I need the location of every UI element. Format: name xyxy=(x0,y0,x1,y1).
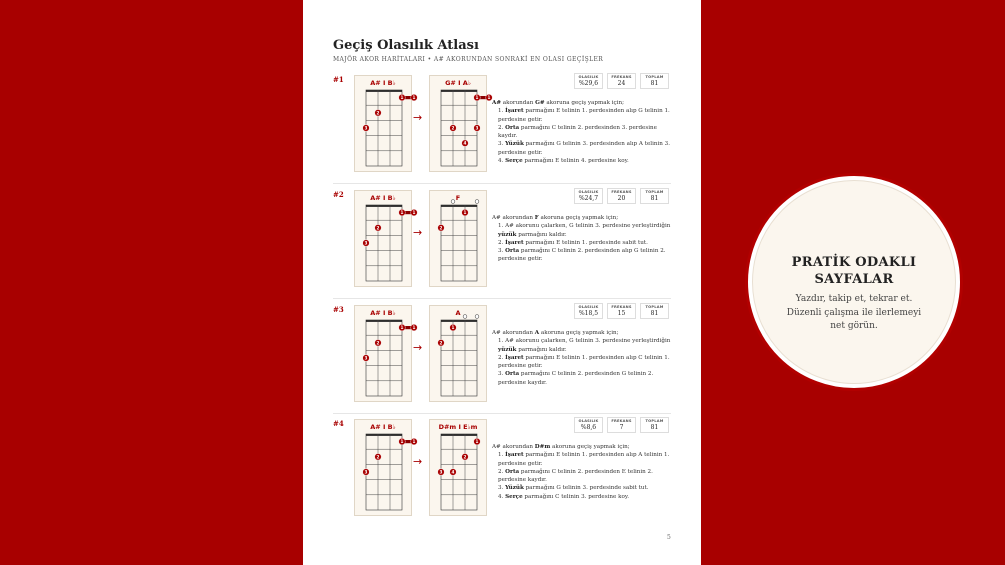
stat-probability xyxy=(574,303,603,319)
instruction-intro xyxy=(492,99,672,107)
text-run: akoruna geçiş yapmak için; xyxy=(539,330,619,336)
instructions xyxy=(492,99,672,165)
stat-value: 81 xyxy=(650,424,659,431)
from-chord-diagram xyxy=(364,88,416,172)
from-chord-card xyxy=(354,305,416,402)
stat-total xyxy=(640,73,669,89)
text-run: İşaret xyxy=(505,354,524,361)
text-run: A# akorundan xyxy=(492,215,535,221)
finger-number: 4 xyxy=(451,469,455,475)
finger-number: 3 xyxy=(439,469,443,475)
stat-label: OLASILIK xyxy=(578,75,599,79)
text-run: 1. A# akorunu çalarken, G telinin 3. perdesine yerleştirdiğin xyxy=(498,223,671,230)
stat-label: OLASILIK xyxy=(578,190,599,194)
arrow-right-icon: → xyxy=(413,226,423,239)
from-chord-diagram xyxy=(364,318,416,402)
text-run: Orta xyxy=(505,248,520,255)
text-run: parmağını E telinin 1. perdesinden alıp C telinin 1. perdesine getir. xyxy=(498,354,670,370)
text-run: A# akorundan xyxy=(492,330,535,336)
atlas-page xyxy=(303,0,701,565)
text-run: Orta xyxy=(505,371,520,378)
stats-row xyxy=(574,188,669,204)
stats-row xyxy=(574,417,669,433)
stat-label: OLASILIK xyxy=(578,305,599,309)
to-chord-card xyxy=(429,75,491,172)
finger-number: 1 xyxy=(400,439,404,445)
text-run: 2. xyxy=(498,124,506,131)
text-run: akoruna geçiş yapmak için; xyxy=(550,444,630,450)
finger-number: 1 xyxy=(400,325,404,331)
fretboard-outline xyxy=(441,90,477,166)
text-run: 4. xyxy=(498,493,506,500)
to-chord-card xyxy=(429,305,487,402)
to-chord-label: F xyxy=(455,194,461,202)
instruction-steps xyxy=(492,107,672,165)
section-divider xyxy=(333,183,671,184)
transition-section xyxy=(303,419,701,531)
text-run: parmağını E telinin 4. perdesine koy. xyxy=(522,158,629,165)
stat-value: 81 xyxy=(650,195,659,202)
text-run: akoruna geçiş yapmak için; xyxy=(544,100,624,106)
text-run: parmağını C telinin 2. perdesinden alıp G telinin 2. perdesine getir. xyxy=(498,248,666,263)
stat-value: %8,6 xyxy=(580,424,597,431)
stat-probability xyxy=(574,417,603,433)
fretboard-outline xyxy=(366,90,402,166)
open-string-marker xyxy=(463,315,467,319)
stat-value: %24,7 xyxy=(578,195,599,202)
finger-number: 2 xyxy=(439,225,443,231)
info-title-line-2: SAYFALAR xyxy=(814,272,894,287)
stats-row xyxy=(574,73,669,89)
text-run: parmağını G telinin 3. perdesinde sabit tut. xyxy=(523,485,649,492)
text-run: akorundan xyxy=(501,100,536,106)
text-run: 1. xyxy=(498,452,506,459)
to-chord-diagram xyxy=(439,318,479,402)
text-run: parmağını C telinin 2. perdesinden 3. perdesine kaydır. xyxy=(498,124,657,140)
finger-number: 2 xyxy=(439,340,443,346)
transition-section xyxy=(303,305,701,417)
info-circle xyxy=(745,173,963,391)
from-chord-card xyxy=(354,75,416,172)
to-chord-diagram xyxy=(439,432,479,516)
open-string-marker xyxy=(451,200,455,204)
arrow-right-icon: → xyxy=(413,111,423,124)
text-run: 1. A# akorunu çalarken, G telinin 3. perdesine yerleştirdiğin xyxy=(498,338,671,345)
text-run: parmağını E telinin 1. perdesinden alıp G telinin 1. perdesine getir. xyxy=(498,108,670,123)
finger-number: 4 xyxy=(463,140,467,146)
text-run: yüzük xyxy=(498,346,517,353)
stat-value: 81 xyxy=(650,310,659,317)
text-run: Yüzük xyxy=(505,141,524,148)
text-run: A# akorundan xyxy=(492,444,535,450)
from-chord-diagram xyxy=(364,203,416,287)
text-run: G# xyxy=(535,100,545,106)
transition-section xyxy=(303,75,701,187)
stat-value: 24 xyxy=(617,80,626,87)
from-chord-diagram xyxy=(364,432,416,516)
instruction-step xyxy=(498,157,672,165)
instructions xyxy=(492,329,672,387)
finger-number: 2 xyxy=(376,110,380,116)
stat-value: %18,5 xyxy=(578,310,599,317)
instruction-step xyxy=(498,484,672,492)
text-run: parmağını C telinin 2. perdesinden G telinin 2. perdesine kaydır. xyxy=(498,371,654,386)
stat-label: FREKANS xyxy=(611,419,632,423)
finger-number: 2 xyxy=(376,454,380,460)
text-run: parmağını G telinin 3. perdesinden alıp A telinin 3. perdesine getir. xyxy=(498,141,670,156)
stat-label: TOPLAM xyxy=(645,75,664,79)
finger-number: 1 xyxy=(412,95,416,101)
fretboard-outline xyxy=(441,434,477,510)
instruction-step xyxy=(498,468,672,485)
text-run: İşaret xyxy=(505,239,524,246)
to-chord-label: A xyxy=(455,309,461,317)
stat-total xyxy=(640,417,669,433)
finger-number: 3 xyxy=(364,469,368,475)
stat-frequency xyxy=(607,303,636,319)
text-run: akoruna geçiş yapmak için; xyxy=(538,215,619,221)
instructions xyxy=(492,443,672,501)
fretboard-outline xyxy=(366,205,402,281)
finger-number: 1 xyxy=(487,95,491,101)
text-run: A xyxy=(534,330,540,336)
stat-label: TOPLAM xyxy=(645,305,664,309)
section-divider xyxy=(333,413,671,414)
finger-number: 2 xyxy=(451,125,455,131)
text-run: parmağını kaldır. xyxy=(516,346,567,353)
transition-number: #1 xyxy=(333,75,344,84)
text-run: parmağını E telinin 1. perdesinden alıp A telinin 1. perdesine getir. xyxy=(498,452,670,467)
instruction-steps xyxy=(492,222,672,263)
finger-number: 3 xyxy=(364,240,368,246)
fretboard-outline xyxy=(441,320,477,396)
text-run: parmağını C telinin 3. perdesine koy. xyxy=(522,493,630,500)
text-run: İşaret xyxy=(505,452,524,459)
text-run: 3. xyxy=(498,141,506,148)
text-run: 4. xyxy=(498,158,506,165)
finger-number: 2 xyxy=(376,225,380,231)
text-run: parmağını E telinin 1. perdesinde sabit tut. xyxy=(523,239,648,246)
info-circle-inner xyxy=(752,180,956,384)
text-run: A# xyxy=(492,100,502,106)
stat-label: FREKANS xyxy=(611,75,632,79)
to-chord-label: G# I A♭ xyxy=(445,79,471,87)
page-subtitle: MAJÖR AKOR HARİTALARI • A# AKORUNDAN SONRAKİ EN OLASI GEÇİŞLER xyxy=(333,56,604,63)
info-body: Yazdır, takip et, tekrar et. Düzenli çalışma ile ilerlemeyi net görün. xyxy=(786,294,922,331)
arrow-right-icon: → xyxy=(413,341,423,354)
transition-number: #3 xyxy=(333,305,344,314)
to-chord-diagram xyxy=(439,88,491,172)
stat-frequency xyxy=(607,73,636,89)
finger-number: 1 xyxy=(475,95,479,101)
info-title xyxy=(753,254,955,288)
finger-number: 3 xyxy=(364,125,368,131)
stat-value: 7 xyxy=(619,424,624,431)
instruction-step xyxy=(498,222,672,239)
text-run: Serçe xyxy=(505,158,523,165)
text-run: parmağını kaldır. xyxy=(516,231,567,238)
text-run: 1. xyxy=(498,108,506,115)
instruction-step xyxy=(498,140,672,157)
arrow-right-icon: → xyxy=(413,455,423,468)
instruction-step xyxy=(498,124,672,141)
stat-label: TOPLAM xyxy=(645,419,664,423)
stat-label: FREKANS xyxy=(611,305,632,309)
text-run: 3. xyxy=(498,248,506,255)
stat-label: OLASILIK xyxy=(578,419,599,423)
text-run: 2. xyxy=(498,239,506,246)
instruction-step xyxy=(498,247,672,264)
finger-number: 2 xyxy=(463,454,467,460)
instruction-step xyxy=(498,107,672,124)
from-chord-label: A# I B♭ xyxy=(370,423,396,431)
stat-value: %29,6 xyxy=(578,80,599,87)
instruction-step xyxy=(498,239,672,247)
text-run: 3. xyxy=(498,371,506,378)
open-string-marker xyxy=(475,200,479,204)
from-chord-card xyxy=(354,190,416,287)
finger-number: 3 xyxy=(475,125,479,131)
page-number: 5 xyxy=(667,534,671,541)
stat-value: 81 xyxy=(650,80,659,87)
transition-section xyxy=(303,190,701,302)
fretboard-outline xyxy=(366,320,402,396)
transition-number: #2 xyxy=(333,190,344,199)
stats-row xyxy=(574,303,669,319)
text-run: yüzük xyxy=(498,231,517,238)
text-run: Orta xyxy=(505,468,520,475)
stat-total xyxy=(640,188,669,204)
instruction-step xyxy=(498,337,672,354)
finger-number: 3 xyxy=(364,355,368,361)
stat-probability xyxy=(574,188,603,204)
text-run: Orta xyxy=(505,124,520,131)
text-run: 2. xyxy=(498,354,506,361)
finger-number: 1 xyxy=(412,210,416,216)
info-title-line-1: PRATİK ODAKLI xyxy=(791,255,917,270)
instructions xyxy=(492,214,672,264)
text-run: 3. xyxy=(498,485,506,492)
page-title: Geçiş Olasılık Atlası xyxy=(333,38,479,53)
instruction-intro xyxy=(492,214,672,222)
instruction-intro xyxy=(492,329,672,337)
finger-number: 1 xyxy=(463,210,467,216)
instruction-intro xyxy=(492,443,672,451)
text-run: Yüzük xyxy=(505,485,524,492)
from-chord-label: A# I B♭ xyxy=(370,309,396,317)
instruction-steps xyxy=(492,451,672,501)
stat-frequency xyxy=(607,188,636,204)
stat-frequency xyxy=(607,417,636,433)
finger-number: 1 xyxy=(451,325,455,331)
text-run: D#m xyxy=(534,444,551,450)
instruction-step xyxy=(498,493,672,501)
to-chord-card xyxy=(429,419,487,516)
from-chord-label: A# I B♭ xyxy=(370,194,396,202)
from-chord-label: A# I B♭ xyxy=(370,79,396,87)
stat-value: 15 xyxy=(617,310,626,317)
open-string-marker xyxy=(475,315,479,319)
text-run: parmağını C telinin 2. perdesinden E telinin 2. perdesine kaydır. xyxy=(498,468,653,484)
instruction-step xyxy=(498,354,672,371)
finger-number: 1 xyxy=(412,439,416,445)
fretboard-outline xyxy=(441,205,477,281)
stat-probability xyxy=(574,73,603,89)
transition-number: #4 xyxy=(333,419,344,428)
to-chord-diagram xyxy=(439,203,479,287)
stat-label: FREKANS xyxy=(611,190,632,194)
instruction-step xyxy=(498,370,672,387)
text-run: 2. xyxy=(498,468,506,475)
stat-total xyxy=(640,303,669,319)
finger-number: 1 xyxy=(400,95,404,101)
to-chord-card xyxy=(429,190,487,287)
text-run: Serçe xyxy=(505,493,523,500)
to-chord-label: D#m I E♭m xyxy=(438,423,478,431)
finger-number: 1 xyxy=(412,325,416,331)
finger-number: 1 xyxy=(475,439,479,445)
instruction-steps xyxy=(492,337,672,387)
finger-number: 2 xyxy=(376,340,380,346)
stat-value: 20 xyxy=(617,195,626,202)
from-chord-card xyxy=(354,419,416,516)
finger-number: 1 xyxy=(400,210,404,216)
text-run: İşaret xyxy=(505,108,524,115)
fretboard-outline xyxy=(366,434,402,510)
section-divider xyxy=(333,298,671,299)
stat-label: TOPLAM xyxy=(645,190,664,194)
instruction-step xyxy=(498,451,672,468)
text-run: F xyxy=(534,215,539,221)
